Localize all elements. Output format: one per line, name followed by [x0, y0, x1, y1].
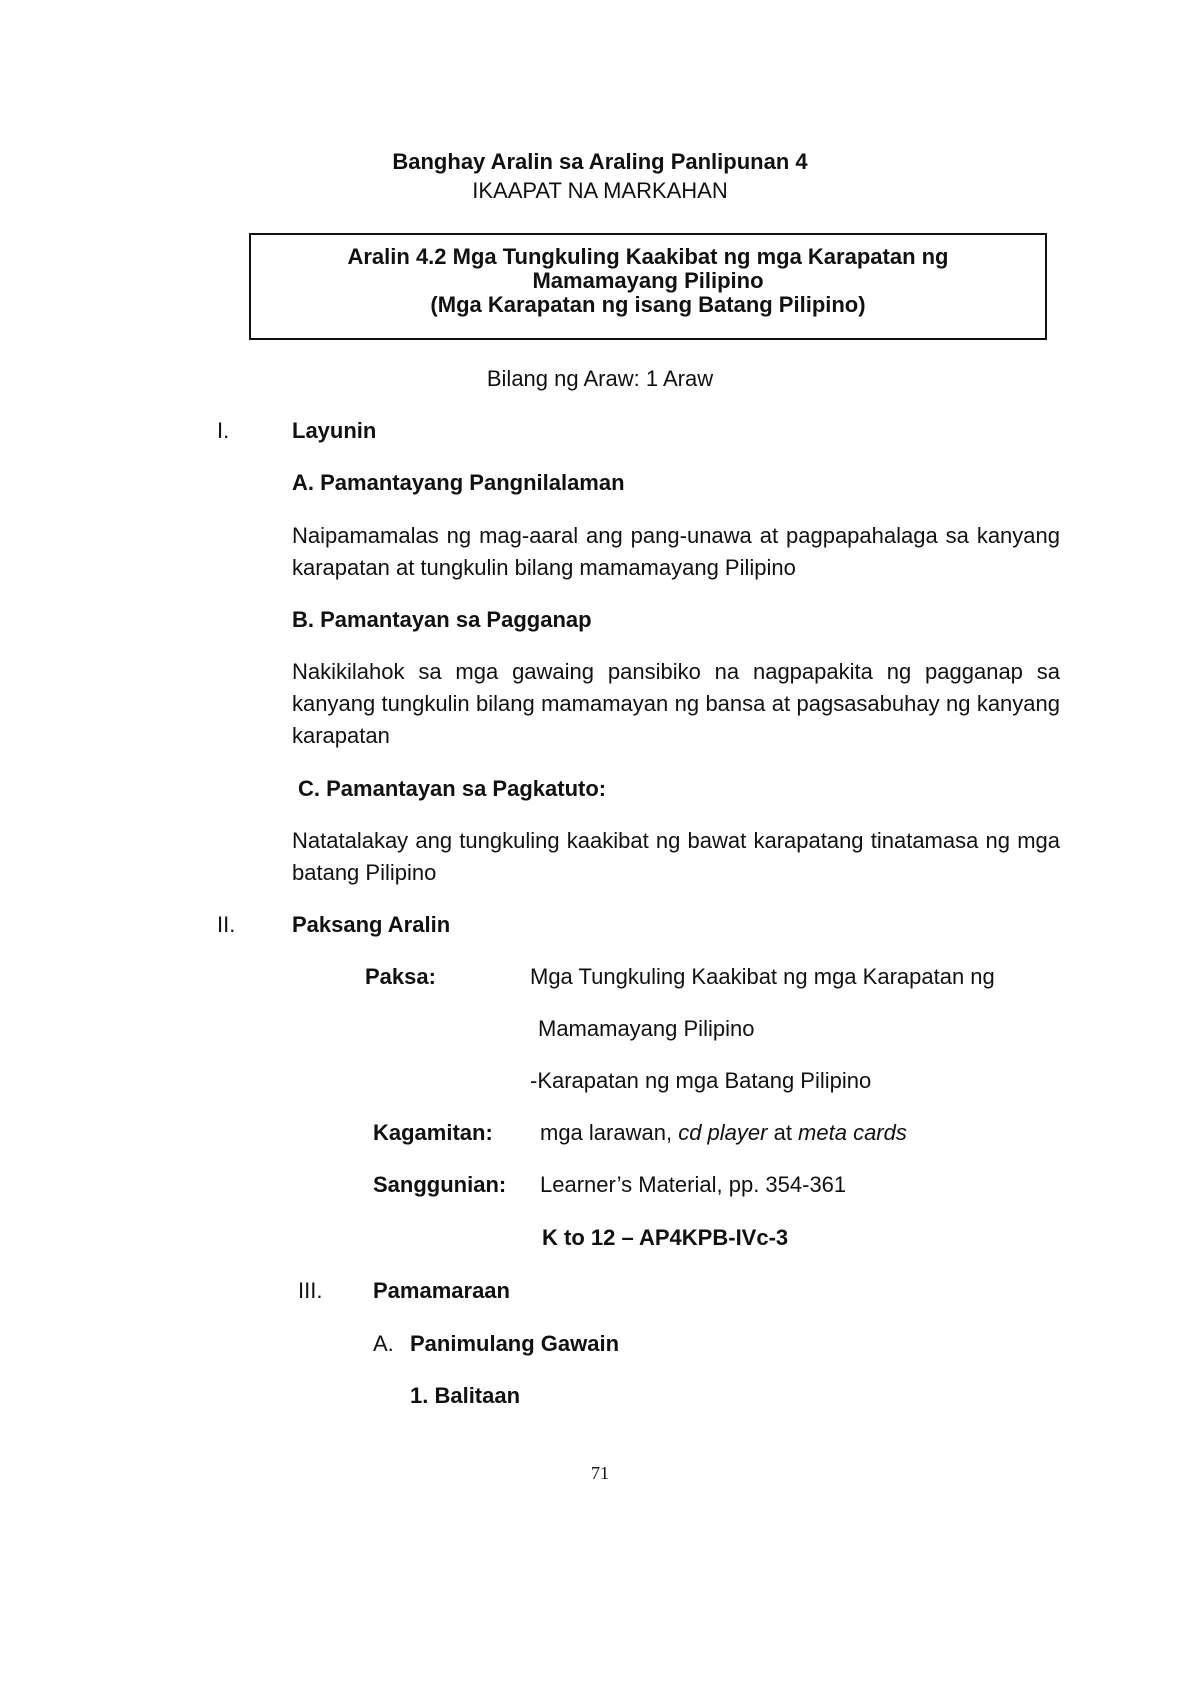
paragraph-pangnilalaman: Naipamamalas ng mag-aaral ang pang-unawa at pagpapahalaga sa kanyang karapatan at tungkulin bilang mamamayang Pilipino — [292, 523, 1060, 580]
lesson-title-line: Aralin 4.2 Mga Tungkuling Kaakibat ng mga Karapatan ng — [347, 244, 949, 269]
lesson-title-box — [249, 233, 1047, 340]
quarter-heading: IKAAPAT NA MARKAHAN — [472, 178, 728, 203]
subsection-letter: A. — [373, 1331, 394, 1356]
paksa-value: Mamamayang Pilipino — [538, 1016, 755, 1041]
page-number: 71 — [591, 1463, 609, 1483]
kagamitan-label: Kagamitan: — [373, 1120, 493, 1145]
curriculum-code: K to 12 – AP4KPB-IVc-3 — [542, 1225, 789, 1250]
sanggunian-label: Sanggunian: — [373, 1172, 507, 1197]
days-count: Bilang ng Araw: 1 Araw — [486, 366, 714, 391]
section-heading-layunin: Layunin — [292, 418, 377, 443]
subheading-pamantayan-sa-pagganap: B. Pamantayan sa Pagganap — [292, 607, 592, 632]
section-numeral: III. — [298, 1278, 323, 1303]
paksa-value: Mga Tungkuling Kaakibat ng mga Karapatan ng — [530, 964, 995, 989]
section-heading-paksang-aralin: Paksang Aralin — [292, 912, 451, 937]
section-numeral: II. — [217, 912, 236, 937]
paksa-subtopic: -Karapatan ng mga Batang Pilipino — [530, 1068, 872, 1093]
paksa-label: Paksa: — [365, 964, 436, 989]
list-item-balitaan: 1. Balitaan — [410, 1383, 521, 1408]
lesson-title-line: Mamamayang Pilipino — [532, 268, 764, 293]
lesson-subtitle: (Mga Karapatan ng isang Batang Pilipino) — [430, 292, 866, 317]
document-title: Banghay Aralin sa Araling Panlipunan 4 — [392, 149, 808, 174]
paragraph-pagkatuto: Natatalakay ang tungkuling kaakibat ng bawat karapatang tinatamasa ng mga batang Pilipino — [292, 828, 1060, 885]
subheading-panimulang-gawain: Panimulang Gawain — [410, 1331, 620, 1356]
sanggunian-value: Learner’s Material, pp. 354-361 — [540, 1172, 847, 1197]
subheading-pamantayang-pangnilalaman: A. Pamantayang Pangnilalaman — [292, 470, 625, 495]
paragraph-pagganap: Nakikilahok sa mga gawaing pansibiko na nagpapakita ng pagganap sa kanyang tungkulin bilang mamamayan ng bansa at pagsasabuhay ng kanyang karapatan — [292, 659, 1060, 748]
section-heading-pamamaraan: Pamamaraan — [373, 1278, 510, 1303]
kagamitan-value: mga larawan, cd player at meta cards — [540, 1120, 907, 1145]
subheading-pamantayan-sa-pagkatuto: C. Pamantayan sa Pagkatuto: — [298, 776, 607, 801]
section-numeral: I. — [217, 418, 230, 443]
